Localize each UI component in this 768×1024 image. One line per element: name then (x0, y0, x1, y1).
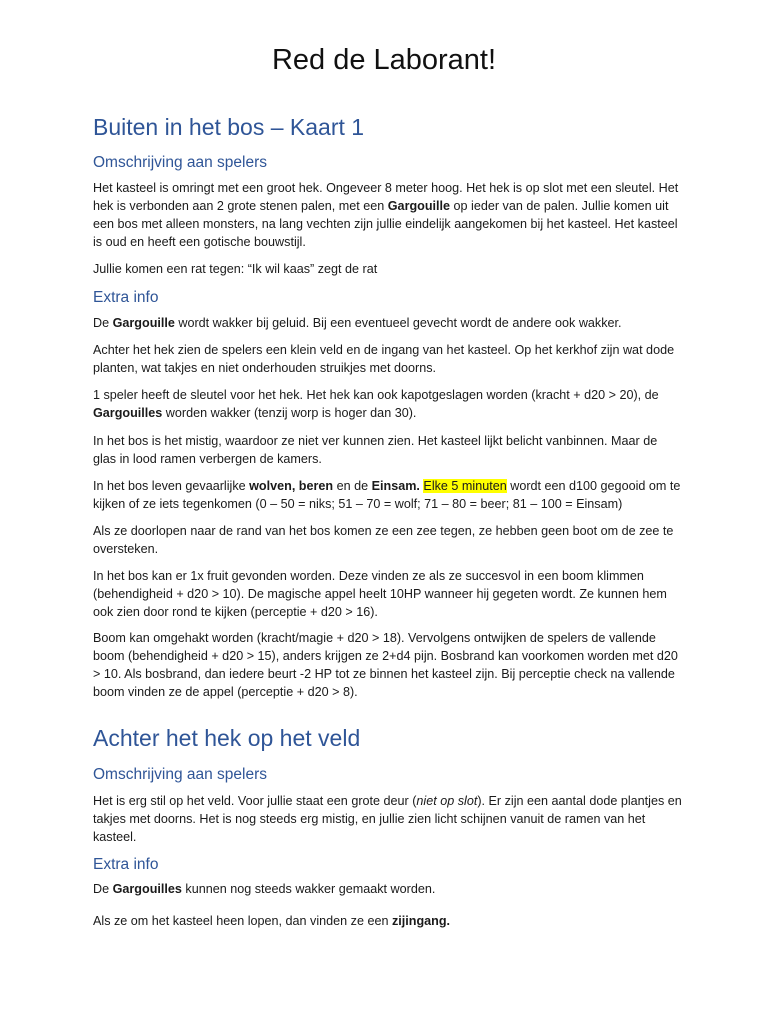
subheading-extra-info: Extra info (93, 856, 159, 873)
paragraph: Het is erg stil op het veld. Voor jullie staat een grote deur (niet op slot). Er zijn een aantal dode plantjes en takjes met doorns. Het is nog steeds erg mistig, en jullie zien licht schijnen vanuit de ramen van het kasteel. (93, 794, 682, 844)
section-heading-bos: Buiten in het bos – Kaart 1 (93, 114, 365, 140)
subheading-omschrijving: Omschrijving aan spelers (93, 154, 268, 171)
paragraph: De Gargouille wordt wakker bij geluid. Bij een eventueel gevecht wordt de andere ook wakker. (93, 316, 622, 330)
document-title: Red de Laborant! (271, 44, 497, 76)
paragraph: In het bos kan er 1x fruit gevonden worden. Deze vinden ze als ze succesvol in een boom klimmen (behendigheid + d20 > 10). De magische appel heelt 10HP wanneer hij gegeten wordt. Ze kunnen hem ook zien door rond te kijken (perceptie + d20 > 16). (93, 569, 667, 619)
paragraph: De Gargouilles kunnen nog steeds wakker gemaakt worden. (93, 882, 436, 896)
section-heading-veld: Achter het hek op het veld (93, 725, 361, 751)
paragraph: Jullie komen een rat tegen: “Ik wil kaas” zegt de rat (93, 262, 378, 276)
paragraph: Het kasteel is omringt met een groot hek. Ongeveer 8 meter hoog. Het hek is op slot met een sleutel. Het hek is verbonden aan 2 grote stenen palen, met een Gargouille op ieder van de palen. Jullie komen uit een bos met alleen monsters, na lang vechten zijn jullie eindelijk aangekomen bij het kasteel. Het kasteel is oud en heeft een gotische bouwstijl. (93, 181, 679, 249)
paragraph: 1 speler heeft de sleutel voor het hek. Het hek kan ook kapotgeslagen worden (kracht + d20 > 20), de Gargouilles worden wakker (tenzij worp is hoger dan 30). (93, 388, 659, 420)
paragraph: In het bos is het mistig, waardoor ze niet ver kunnen zien. Het kasteel lijkt belicht vanbinnen. Maar de glas in lood ramen verbergen de kamers. (93, 434, 658, 466)
paragraph: Als ze om het kasteel heen lopen, dan vinden ze een zijingang. (93, 914, 451, 928)
paragraph: In het bos leven gevaarlijke wolven, beren en de Einsam. Elke 5 minuten wordt een d100 gegooid om te kijken of ze iets tegenkomen (0 – 50 = niks; 51 – 70 = wolf; 71 – 80 = beer; 81 – 100 = Einsam) (93, 479, 681, 511)
paragraph: Als ze doorlopen naar de rand van het bos komen ze een zee tegen, ze hebben geen boot om de zee te oversteken. (93, 524, 674, 556)
highlighted-text: Elke 5 minuten (423, 479, 507, 493)
paragraph: Achter het hek zien de spelers een klein veld en de ingang van het kasteel. Op het kerkhof zijn wat dode planten, wat takjes en niet onderhouden struikjes met doorns. (93, 343, 675, 375)
paragraph: Boom kan omgehakt worden (kracht/magie + d20 > 18). Vervolgens ontwijken de spelers de vallende boom (behendigheid + d20 > 15), anders krijgen ze 2+d4 pijn. Bosbrand kan voorkomen worden met d20 > 10. Als bosbrand, dan iedere beurt -2 HP tot ze binnen het kasteel zijn. Bij perceptie check na vallende boom vinden ze de appel (perceptie + d20 > 8). (93, 631, 678, 699)
subheading-extra-info: Extra info (93, 289, 159, 306)
subheading-omschrijving: Omschrijving aan spelers (93, 766, 268, 783)
